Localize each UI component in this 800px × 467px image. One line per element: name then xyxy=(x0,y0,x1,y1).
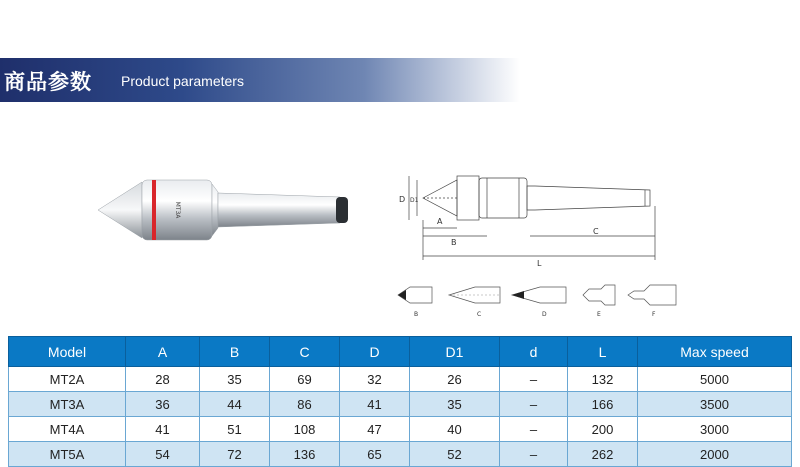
column-header: B xyxy=(200,337,270,367)
column-header: Model xyxy=(9,337,126,367)
table-row xyxy=(9,392,792,417)
dim-label-B: B xyxy=(451,238,457,247)
table-cell: 132 xyxy=(568,367,638,392)
dim-label-D1: D1 xyxy=(410,197,419,204)
table-cell: 72 xyxy=(200,442,270,467)
section-title-english: Product parameters xyxy=(121,73,244,89)
column-header: Max speed xyxy=(638,337,792,367)
table-cell: 86 xyxy=(270,392,340,417)
table-header-row xyxy=(9,337,792,367)
tip-variant-f xyxy=(622,275,692,320)
photo-engraving: MT3A xyxy=(174,201,181,219)
table-cell: MT3A xyxy=(9,392,126,417)
table-cell: 2000 xyxy=(638,442,792,467)
table-cell: 108 xyxy=(270,417,340,442)
dim-label-L: L xyxy=(537,259,542,268)
column-header: C xyxy=(270,337,340,367)
tip-label-b: B xyxy=(414,311,419,318)
table-cell: 35 xyxy=(200,367,270,392)
photo-end-cap xyxy=(336,197,348,223)
table-cell: 26 xyxy=(410,367,500,392)
parameters-table xyxy=(8,336,792,467)
parameters-table-container xyxy=(8,336,791,467)
table-cell: – xyxy=(500,392,568,417)
column-header: L xyxy=(568,337,638,367)
live-center-photo xyxy=(90,160,360,250)
dim-label-D: D xyxy=(399,195,406,204)
tip-variant-d xyxy=(508,275,578,320)
table-cell: 166 xyxy=(568,392,638,417)
technical-drawing xyxy=(395,160,665,270)
table-cell: – xyxy=(500,442,568,467)
table-cell: 200 xyxy=(568,417,638,442)
table-cell: 262 xyxy=(568,442,638,467)
table-cell: 41 xyxy=(340,392,410,417)
table-cell: 36 xyxy=(126,392,200,417)
table-cell: 40 xyxy=(410,417,500,442)
table-cell: – xyxy=(500,417,568,442)
table-cell: 52 xyxy=(410,442,500,467)
table-cell: 41 xyxy=(126,417,200,442)
table-cell: 28 xyxy=(126,367,200,392)
table-row xyxy=(9,367,792,392)
table-cell: – xyxy=(500,367,568,392)
section-header xyxy=(0,58,520,102)
tip-label-d: D xyxy=(542,311,547,318)
table-cell: 51 xyxy=(200,417,270,442)
photo-cone-tip xyxy=(98,182,142,238)
table-cell: 69 xyxy=(270,367,340,392)
tip-label-f: F xyxy=(652,311,656,318)
table-cell: 65 xyxy=(340,442,410,467)
table-cell: 3000 xyxy=(638,417,792,442)
column-header: D xyxy=(340,337,410,367)
photo-taper-shank xyxy=(218,193,340,227)
table-cell: 54 xyxy=(126,442,200,467)
table-cell: MT2A xyxy=(9,367,126,392)
dim-label-A: A xyxy=(437,217,443,226)
table-cell: 47 xyxy=(340,417,410,442)
table-cell: 5000 xyxy=(638,367,792,392)
table-cell: MT5A xyxy=(9,442,126,467)
photo-red-ring xyxy=(152,180,156,240)
table-row xyxy=(9,417,792,442)
tip-variant-c xyxy=(445,275,515,320)
tip-label-c: C xyxy=(477,311,482,318)
column-header: d xyxy=(500,337,568,367)
table-cell: 3500 xyxy=(638,392,792,417)
table-cell: 32 xyxy=(340,367,410,392)
photo-collar xyxy=(212,184,218,236)
table-cell: 136 xyxy=(270,442,340,467)
table-cell: MT4A xyxy=(9,417,126,442)
table-cell: 35 xyxy=(410,392,500,417)
dim-label-C: C xyxy=(593,227,599,236)
column-header: D1 xyxy=(410,337,500,367)
table-row xyxy=(9,442,792,467)
column-header: A xyxy=(126,337,200,367)
table-cell: 44 xyxy=(200,392,270,417)
tip-label-e: E xyxy=(597,311,601,318)
section-title-chinese: 商品参数 xyxy=(4,70,92,94)
